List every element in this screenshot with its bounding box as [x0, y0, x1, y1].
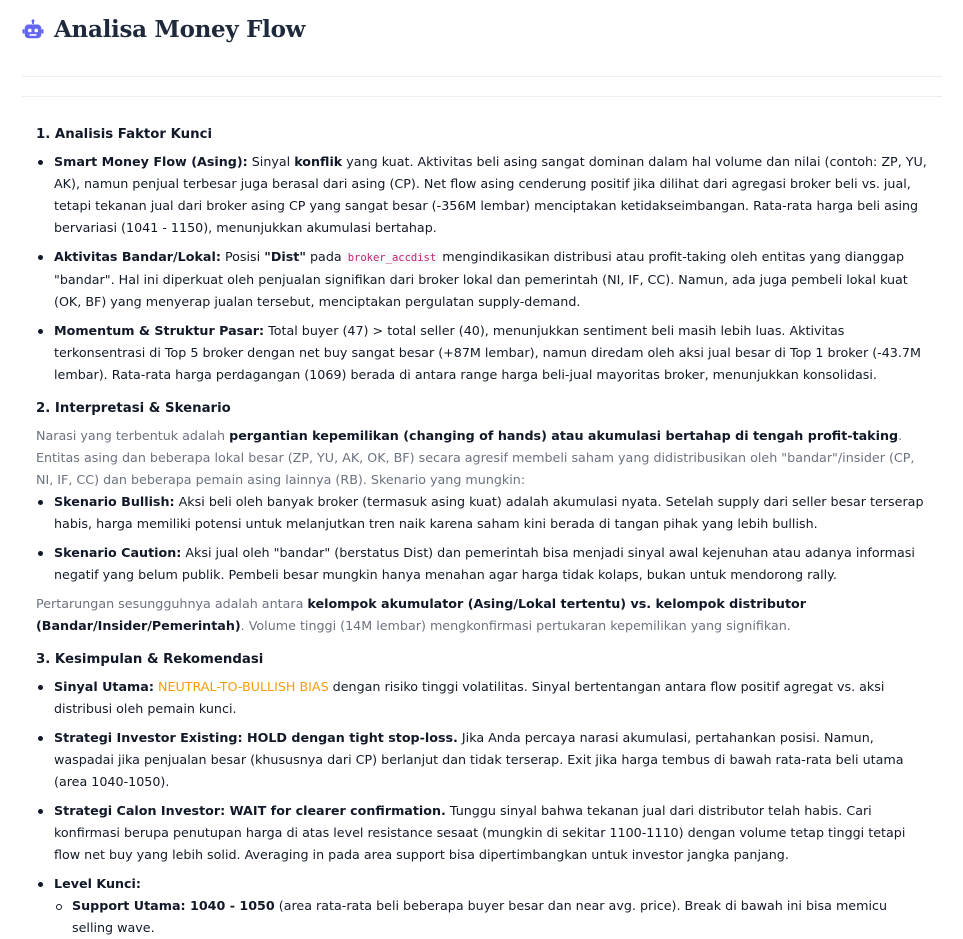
divider: [22, 96, 942, 97]
scenario-list: [36, 491, 928, 586]
page-title: Analisa Money Flow: [54, 16, 306, 43]
list-item: Smart Money Flow (Asing): Sinyal konflik yang kuat. Aktivitas beli asing sangat dominan dalam hal volume dan nilai (contoh: ZP, YU, AK), namun penjual terbesar juga berasal dari asing (CP). Net flow asing cenderung positif jika dilihat dari agregasi broker beli vs. jual, tetapi tekanan jual dari broker asing CP yang sangat besar (-356M lembar) menciptakan ketidakseimbangan. Rata-rata harga beli asing bervariasi (1041 - 1150), menunjukkan akumulasi bertahap.: [36, 151, 928, 239]
list-item: Aktivitas Bandar/Lokal: Posisi "Dist" pada broker_accdist mengindikasikan distribusi atau profit-taking oleh entitas yang dianggap "bandar". Hal ini diperkuat oleh penjualan signifikan dari broker lokal dan pemerintah (NI, IF, CC). Namun, ada juga pembeli lokal kuat (OK, BF) yang menyerap jualan tersebut, menciptakan pergulatan supply-demand.: [36, 246, 928, 313]
list-item: Strategi Calon Investor: WAIT for clearer confirmation. Tunggu sinyal bahwa tekanan jual dari distributor telah habis. Cari konfirmasi berupa penutupan harga di atas level resistance sesaat (mungkin di sekitar 1100-1110) dengan volume tetap tinggi tetapi flow net buy yang lebih solid. Averaging in pada area support bisa dipertimbangkan untuk investor jangka panjang.: [36, 800, 928, 866]
list-item: Level Kunci: Support Utama: 1040 - 1050 (area rata-rata beli beberapa buyer besar dan near avg. price). Break di bawah ini bisa memicu selling wave.: [36, 873, 928, 939]
section-heading: 3. Kesimpulan & Rekomendasi: [36, 652, 264, 667]
section-heading: 2. Interpretasi & Skenario: [36, 401, 231, 416]
list-item: Strategi Investor Existing: HOLD dengan tight stop-loss. Jika Anda percaya narasi akumulasi, pertahankan posisi. Namun, waspadai jika penjualan besar (khususnya dari CP) berlanjut dan tidak terserap. Exit jika harga tembus di bawah rata-rata beli utama (area 1040-1050).: [36, 727, 928, 793]
paragraph: Narasi yang terbentuk adalah pergantian kepemilikan (changing of hands) atau akumulasi bertahap di tengah profit-taking. Entitas asing dan beberapa lokal besar (ZP, YU, AK, OK, BF) secara agresif membeli saham yang didistribusikan oleh "bandar"/insider (CP, NI, IF, CC) dan beberapa pemain asing lainnya (RB). Skenario yang mungkin:: [36, 428, 915, 487]
list-item: Skenario Caution: Aksi jual oleh "bandar" (berstatus Dist) dan pemerintah bisa menjadi sinyal awal kejenuhan atau adanya informasi negatif yang belum publik. Pembeli besar mungkin hanya menahan agar harga tidak kolaps, bukan untuk mendorong rally.: [36, 542, 928, 586]
paragraph: Pertarungan sesungguhnya adalah antara kelompok akumulator (Asing/Lokal tertentu) vs. kelompok distributor (Bandar/Insider/Pemerintah). Volume tinggi (14M lembar) mengkonfirmasi pertukaran kepemilikan yang signifikan.: [36, 596, 806, 633]
page-header: [22, 16, 305, 43]
inline-code: broker_accdist: [347, 252, 437, 264]
list-item: Momentum & Struktur Pasar: Total buyer (47) > total seller (40), menunjukkan sentiment beli masih lebih luas. Aktivitas terkonsentrasi di Top 5 broker dengan net buy sangat besar (+87M lembar), namun diredam oleh aksi jual besar di Top 1 broker (-43.7M lembar). Rata-rata harga perdagangan (1069) berada di antara range harga beli-jual mayoritas broker, menunjukkan konsolidasi.: [36, 320, 928, 386]
analysis-content: [36, 124, 928, 939]
list-item: Support Utama: 1040 - 1050 (area rata-rata beli beberapa buyer besar dan near avg. price). Break di bawah ini bisa memicu selling wave.: [54, 895, 928, 939]
list-item: Skenario Bullish: Aksi beli oleh banyak broker (termasuk asing kuat) adalah akumulasi nyata. Setelah supply dari seller besar terserap habis, harga memiliki potensi untuk melanjutkan tren naik karena saham kini berada di tangan pihak yang lebih bullish.: [36, 491, 928, 535]
robot-icon: [22, 19, 44, 41]
section-heading: 1. Analisis Faktor Kunci: [36, 127, 213, 142]
key-factors-list: [36, 151, 928, 386]
list-item: Sinyal Utama: NEUTRAL-TO-BULLISH BIAS dengan risiko tinggi volatilitas. Sinyal bertentangan antara flow positif agregat vs. aksi distribusi oleh pemain kunci.: [36, 676, 928, 720]
divider: [22, 76, 942, 77]
signal-value: NEUTRAL-TO-BULLISH BIAS: [157, 679, 329, 694]
recommendation-list: [36, 676, 928, 939]
key-levels-list: [54, 895, 928, 939]
